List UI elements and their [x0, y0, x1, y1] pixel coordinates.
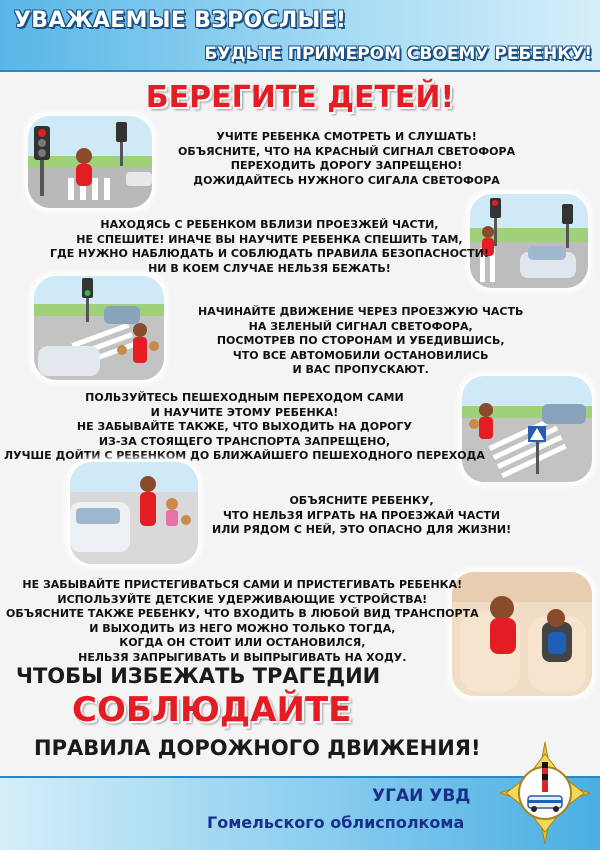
tip-line: ЛУЧШЕ ДОЙТИ С РЕБЕНКОМ ДО БЛИЖАЙШЕГО ПЕШЕХОДНОГО ПЕРЕХОДА	[4, 449, 485, 462]
tip-line: НАЧИНАЙТЕ ДВИЖЕНИЕ ЧЕРЕЗ ПРОЕЗЖУЮ ЧАСТЬ	[198, 305, 524, 318]
tip-line: УЧИТЕ РЕБЕНКА СМОТРЕТЬ И СЛУШАТЬ!	[216, 130, 477, 143]
tip-line: ПОЛЬЗУЙТЕСЬ ПЕШЕХОДНЫМ ПЕРЕХОДОМ САМИ	[85, 391, 404, 404]
tip-line: И ВЫХОДИТЬ ИЗ НЕГО МОЖНО ТОЛЬКО ТОГДА,	[89, 621, 396, 635]
tip-5-text	[212, 494, 511, 538]
tip-line: НА ЗЕЛЕНЫЙ СИГНАЛ СВЕТОФОРА,	[248, 319, 473, 333]
call-line-3: ПРАВИЛА ДОРОЖНОГО ДВИЖЕНИЯ!	[34, 736, 481, 760]
tip-line: ЧТО ВСЕ АВТОМОБИЛИ ОСТАНОВИЛИСЬ	[232, 348, 489, 362]
tip-line: ОБЪЯСНИТЕ РЕБЕНКУ,	[289, 494, 434, 507]
tip-line: НЕ ЗАБЫВАЙТЕ ПРИСТЕГИВАТЬСЯ САМИ И ПРИСТЕГИВАТЬ РЕБЕНКА!	[22, 578, 463, 591]
tip-line: ДОЖИДАЙТЕСЬ НУЖНОГО СИГАЛА СВЕТОФОРА	[193, 173, 500, 187]
tip-line: ИЗ-ЗА СТОЯЩЕГО ТРАНСПОРТА ЗАПРЕЩЕНО,	[98, 434, 391, 448]
illustration-traffic-light	[28, 116, 152, 208]
tip-line: ИСПОЛЬЗУЙТЕ ДЕТСКИЕ УДЕРЖИВАЮЩИЕ УСТРОЙСТВА!	[57, 592, 428, 606]
tip-line: ОБЪЯСНИТЕ, ЧТО НА КРАСНЫЙ СИГНАЛ СВЕТОФОРА	[178, 144, 516, 158]
call-line-1: ЧТОБЫ ИЗБЕЖАТЬ ТРАГЕДИИ	[16, 664, 381, 688]
header-title: УВАЖАЕМЫЕ ВЗРОСЛЫЕ!	[14, 8, 347, 33]
tip-line: НЕ ЗАБЫВАЙТЕ ТАКЖЕ, ЧТО ВЫХОДИТЬ НА ДОРОГУ	[76, 420, 412, 433]
tip-line: И НАУЧИТЕ ЭТОМУ РЕБЕНКА!	[150, 405, 339, 419]
tip-4-text	[4, 391, 485, 464]
tip-line: ЧТО НЕЛЬЗЯ ИГРАТЬ НА ПРОЕЗЖАЙ ЧАСТИ	[222, 508, 501, 522]
tip-line: ИЛИ РЯДОМ С НЕЙ, ЭТО ОПАСНО ДЛЯ ЖИЗНИ!	[212, 523, 512, 536]
call-line-2: СОБЛЮДАЙТЕ	[72, 690, 352, 730]
tip-1-text	[178, 130, 515, 188]
tip-2-text	[50, 218, 489, 276]
tip-6-text	[6, 578, 479, 665]
tip-line: НИ В КОЕМ СЛУЧАЕ НЕЛЬЗЯ БЕЖАТЬ!	[148, 261, 391, 275]
illustration-crossing-green	[34, 276, 164, 380]
slogan: БЕРЕГИТЕ ДЕТЕЙ!	[145, 80, 455, 115]
header-subtitle: БУДЬТЕ ПРИМЕРОМ СВОЕМУ РЕБЕНКУ!	[204, 44, 592, 64]
tip-line: НАХОДЯСЬ С РЕБЕНКОМ ВБЛИЗИ ПРОЕЗЖЕЙ ЧАСТИ,	[100, 218, 439, 231]
organization-name: УГАИ УВД	[372, 786, 471, 806]
tip-line: ГДЕ НУЖНО НАБЛЮДАТЬ И СОБЛЮДАТЬ ПРАВИЛА БЕЗОПАСНОСТИ!	[50, 247, 489, 260]
tip-line: ОБЪЯСНИТЕ ТАКЖЕ РЕБЕНКУ, ЧТО ВХОДИТЬ В ЛЮБОЙ ВИД ТРАНСПОРТА	[6, 607, 479, 620]
tip-line: НЕЛЬЗЯ ЗАПРЫГИВАТЬ И ВЫПРЫГИВАТЬ НА ХОДУ.	[78, 650, 407, 664]
organization-region: Гомельского облисполкома	[207, 813, 465, 832]
tip-3-text	[198, 305, 523, 378]
tip-line: И ВАС ПРОПУСКАЮТ.	[292, 363, 429, 376]
traffic-police-emblem-icon	[492, 740, 598, 846]
illustration-no-playing	[70, 462, 198, 564]
tip-line: ПЕРЕХОДИТЬ ДОРОГУ ЗАПРЕЩЕНО!	[230, 159, 463, 172]
tip-line: КОГДА ОН СТОИТ ИЛИ ОСТАНОВИЛСЯ,	[119, 636, 366, 649]
tip-line: НЕ СПЕШИТЕ! ИНАЧЕ ВЫ НАУЧИТЕ РЕБЕНКА СПЕШИТЬ ТАМ,	[76, 232, 463, 246]
tip-line: ПОСМОТРЕВ ПО СТОРОНАМ И УБЕДИВШИСЬ,	[216, 334, 505, 347]
